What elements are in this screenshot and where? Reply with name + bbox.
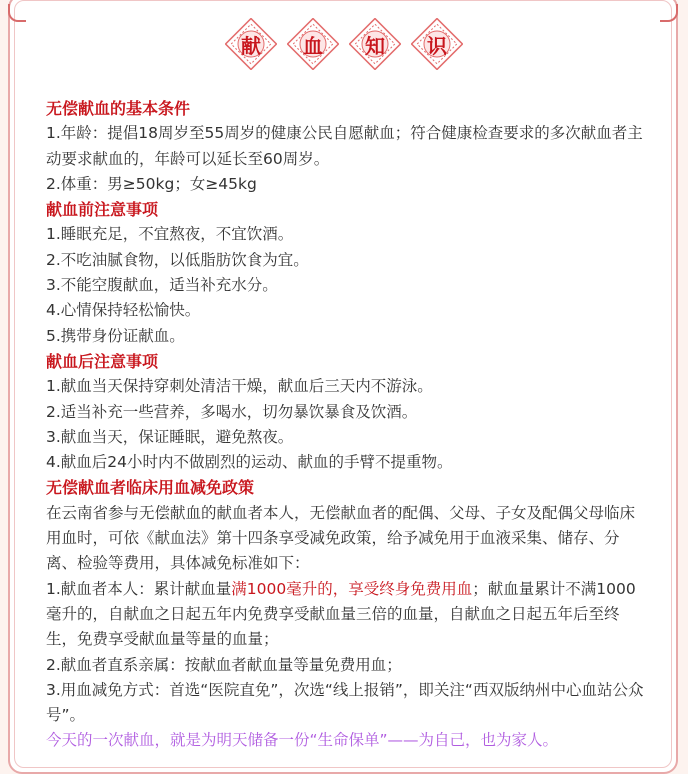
title-char: 知 <box>365 33 385 58</box>
footer-slogan: 今天的一次献血，就是为明天储备一份“生命保单”——为自己，也为家人。 <box>46 731 559 750</box>
paragraph: 2.献血者直系亲属：按献血者献血量等量免费用血； <box>46 655 402 674</box>
paragraph: 4.心情保持轻松愉快。 <box>46 301 201 320</box>
title-badge <box>349 18 401 70</box>
paragraph: 4.献血后24小时内不做剧烈的运动、献血的手臂不提重物。 <box>46 453 453 472</box>
paragraph: 3.献血当天，保证睡眠，避免熬夜。 <box>46 427 294 446</box>
highlight-text: 满1000毫升的，享受终身免费用血 <box>231 579 473 598</box>
title-char: 识 <box>427 33 447 58</box>
title-badge <box>411 18 463 70</box>
text-run: 1.献血者本人：累计献血量 <box>46 579 232 598</box>
paragraph: 3.不能空腹献血，适当补充水分。 <box>46 276 278 295</box>
paragraph <box>46 577 646 653</box>
paragraph: 2.不吃油腻食物，以低脂肪饮食为宜。 <box>46 250 309 269</box>
article-body <box>46 96 646 754</box>
paragraph: 2.适当补充一些营养，多喝水，切勿暴饮暴食及饮酒。 <box>46 402 418 421</box>
section-heading: 献血后注意事项 <box>46 351 159 371</box>
title-badge <box>225 18 277 70</box>
title-badge <box>287 18 339 70</box>
section-heading: 献血前注意事项 <box>46 200 159 220</box>
title-badges <box>0 18 688 76</box>
paragraph: 5.携带身份证献血。 <box>46 326 185 345</box>
paragraph: 3.用血减免方式：首选“医院直免”，次选“线上报销”，即关注“西双版纳州中心血站公众号”。 <box>46 680 644 725</box>
text-run: ；献血量累计不满1000 毫升的，自献血之日起五年内免费享受献血量三倍的血量，自献血之日起五年后至终生，免费享受献血量等量的血量； <box>46 579 636 649</box>
section-heading: 无偿献血的基本条件 <box>46 99 191 118</box>
paragraph: 1.睡眠充足，不宜熬夜，不宜饮酒。 <box>46 225 294 244</box>
paragraph: 1.年龄：提倡18周岁至55周岁的健康公民自愿献血；符合健康检查要求的多次献血者主动要求献血的，年龄可以延长至60周岁。 <box>46 124 643 168</box>
paragraph: 1.献血当天保持穿刺处清洁干燥，献血后三天内不游泳。 <box>46 377 433 396</box>
paragraph: 2.体重：男≥50kg；女≥45kg <box>46 174 257 193</box>
title-char: 血 <box>303 33 323 58</box>
paragraph: 在云南省参与无偿献血的献血者本人，无偿献血者的配偶、父母、子女及配偶父母临床用血时，可依《献血法》第十四条享受减免政策，给予减免用于血液采集、储存、分离、检验等费用，具体减免标准如下： <box>46 503 636 573</box>
title-char: 献 <box>241 33 261 58</box>
section-heading: 无偿献血者临床用血减免政策 <box>46 478 255 498</box>
